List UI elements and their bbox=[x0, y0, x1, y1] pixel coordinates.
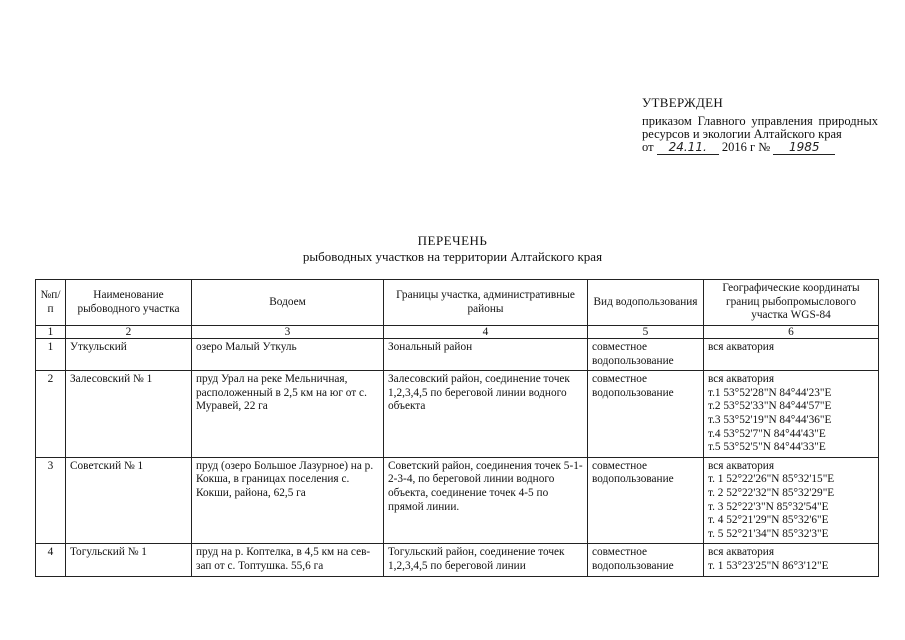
approval-text: приказом Главного управления природных ресурсов и экологии Алтайского края bbox=[642, 114, 878, 141]
coordinate-line: т.2 53°52'33"N 84°44'57"E bbox=[708, 400, 832, 413]
water-use: совместное водопользование bbox=[588, 544, 704, 576]
water-body: пруд на р. Коптелка, в 4,5 км на сев-зап от с. Топтушка. 55,6 га bbox=[192, 544, 384, 576]
handwritten-date: 24.11. bbox=[657, 141, 719, 155]
fish-farming-sites-table bbox=[35, 279, 879, 577]
column-number: 3 bbox=[192, 326, 384, 339]
column-header-water-body: Водоем bbox=[192, 280, 384, 326]
coordinate-line: вся акватория bbox=[708, 546, 775, 559]
table-row bbox=[36, 457, 879, 544]
table-row bbox=[36, 371, 879, 458]
coordinates bbox=[704, 544, 879, 576]
coordinate-line: т. 2 52°22'32"N 85°32'29"E bbox=[708, 486, 835, 499]
site-name: Советский № 1 bbox=[66, 457, 192, 544]
site-name: Залесовский № 1 bbox=[66, 371, 192, 458]
row-number: 4 bbox=[36, 544, 66, 576]
coordinate-line: т. 3 52°22'3"N 85°32'54"E bbox=[708, 500, 829, 513]
column-number: 4 bbox=[384, 326, 588, 339]
row-number: 2 bbox=[36, 371, 66, 458]
table-header-row bbox=[36, 280, 879, 326]
boundaries: Советский район, соединения точек 5-1-2-3-4, по береговой линии водного объекта, соединение точек 4-5 по прямой линии. bbox=[384, 457, 588, 544]
coordinate-line: т.3 53°52'19"N 84°44'36"E bbox=[708, 413, 832, 426]
column-number: 2 bbox=[66, 326, 192, 339]
order-year: 2016 г № bbox=[721, 140, 771, 154]
approval-block bbox=[642, 96, 878, 155]
date-prefix: от bbox=[642, 140, 654, 154]
coordinate-line: вся акватория bbox=[708, 341, 775, 353]
approval-title: УТВЕРЖДЕН bbox=[642, 95, 724, 110]
site-name: Тогульский № 1 bbox=[66, 544, 192, 576]
coordinates bbox=[704, 371, 879, 458]
water-use: совместное водопользование bbox=[588, 339, 704, 371]
handwritten-order-number: 1985 bbox=[773, 141, 835, 155]
coordinate-line: т.1 53°52'28"N 84°44'23"E bbox=[708, 386, 832, 399]
coordinates bbox=[704, 457, 879, 544]
coordinate-line: т. 5 52°21'34"N 85°32'3"E bbox=[708, 527, 829, 540]
water-body: пруд Урал на реке Мельничная, расположенный в 2,5 км на юг от с. Муравей, 22 га bbox=[192, 371, 384, 458]
column-header-number: №п/п bbox=[36, 280, 66, 326]
coordinate-line: т. 4 52°21'29"N 85°32'6"E bbox=[708, 514, 829, 527]
coordinate-line: т. 1 53°23'25"N 86°3'12"E bbox=[708, 559, 829, 572]
site-name: Уткульский bbox=[66, 339, 192, 371]
coordinate-line: вся акватория bbox=[708, 459, 775, 472]
column-number-row bbox=[36, 326, 879, 339]
water-use: совместное водопользование bbox=[588, 457, 704, 544]
column-number: 5 bbox=[588, 326, 704, 339]
column-header-water-use: Вид водопользования bbox=[588, 280, 704, 326]
column-number: 6 bbox=[704, 326, 879, 339]
document-subtitle: рыбоводных участков на территории Алтайского края bbox=[302, 249, 603, 264]
coordinate-line: т.5 53°52'5"N 84°44'33"E bbox=[708, 441, 826, 454]
boundaries: Зональный район bbox=[384, 339, 588, 371]
boundaries: Залесовский район, соединение точек 1,2,3,4,5 по береговой линии водного объекта bbox=[384, 371, 588, 458]
coordinate-line: вся акватория bbox=[708, 373, 775, 386]
table-row bbox=[36, 544, 879, 576]
coordinate-line: т.4 53°52'7"N 84°44'43"E bbox=[708, 427, 826, 440]
column-header-site-name: Наименование рыбоводного участка bbox=[66, 280, 192, 326]
column-header-boundaries: Границы участка, административные районы bbox=[384, 280, 588, 326]
column-header-coordinates: Географические координаты границ рыбопромыслового участка WGS-84 bbox=[704, 280, 879, 326]
approval-date-line bbox=[642, 141, 878, 155]
coordinates bbox=[704, 339, 879, 371]
column-number: 1 bbox=[36, 326, 66, 339]
row-number: 3 bbox=[36, 457, 66, 544]
water-body: озеро Малый Уткуль bbox=[192, 339, 384, 371]
table-row bbox=[36, 339, 879, 371]
coordinate-line: т. 1 52°22'26"N 85°32'15"E bbox=[708, 473, 835, 486]
row-number: 1 bbox=[36, 339, 66, 371]
water-body: пруд (озеро Большое Лазурное) на р. Кокша, в границах поселения с. Кокши, района, 62,5 га bbox=[192, 457, 384, 544]
water-use: совместное водопользование bbox=[588, 371, 704, 458]
document-title: ПЕРЕЧЕНЬ bbox=[417, 233, 488, 248]
boundaries: Тогульский район, соединение точек 1,2,3,4,5 по береговой линии bbox=[384, 544, 588, 576]
